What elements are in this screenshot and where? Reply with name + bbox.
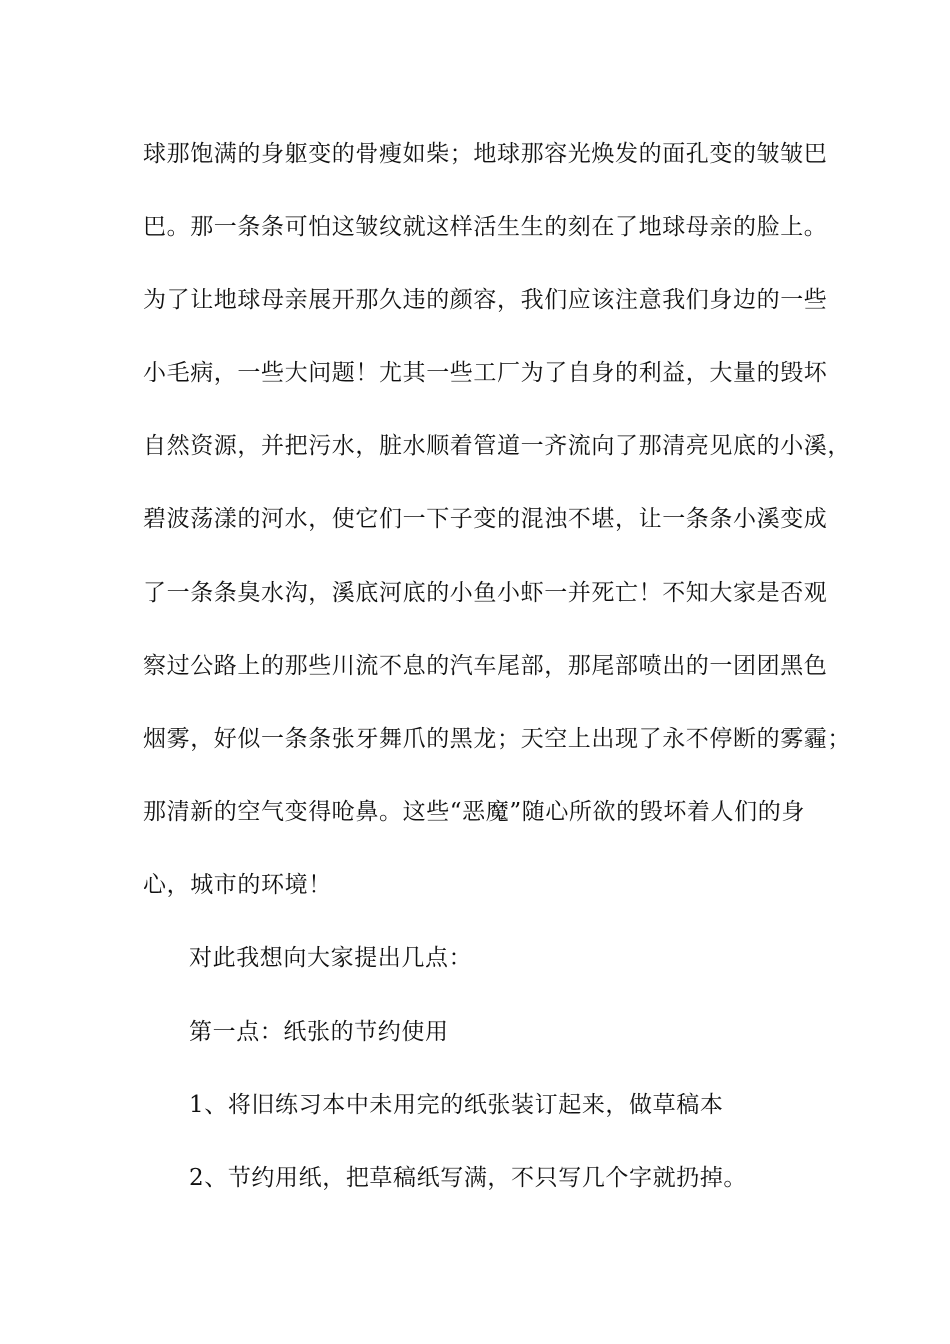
body-text-line: 小毛病，一些大问题！尤其一些工厂为了自身的利益，大量的毁坏 [143, 360, 828, 386]
body-text-line: 为了让地球母亲展开那久违的颜容，我们应该注意我们身边的一些 [143, 287, 828, 313]
body-text-line: 巴。那一条条可怕这皱纹就这样活生生的刻在了地球母亲的脸上。 [143, 214, 828, 240]
paragraph-line: 对此我想向大家提出几点： [189, 945, 473, 971]
section-heading-line: 第一点：纸张的节约使用 [189, 1019, 449, 1045]
body-text-line: 察过公路上的那些川流不息的汽车尾部，那尾部喷出的一团团黑色 [143, 653, 828, 679]
body-text-line: 心，城市的环境！ [143, 872, 332, 898]
body-text-line: 那清新的空气变得呛鼻。这些“恶魔”随心所欲的毁坏着人们的身 [143, 799, 805, 825]
list-item-line: 1、将旧练习本中未用完的纸张装订起来，做草稿本 [189, 1092, 724, 1118]
body-text-line: 烟雾，好似一条条张牙舞爪的黑龙；天空上出现了永不停断的雾霾； [143, 726, 851, 752]
body-text-line: 碧波荡漾的河水，使它们一下子变的混浊不堪，让一条条小溪变成 [143, 506, 828, 532]
body-text-line: 了一条条臭水沟，溪底河底的小鱼小虾一并死亡！不知大家是否观 [143, 580, 828, 606]
body-text-line: 自然资源，并把污水，脏水顺着管道一齐流向了那清亮见底的小溪， [143, 433, 851, 459]
body-text-line: 球那饱满的身躯变的骨瘦如柴；地球那容光焕发的面孔变的皱皱巴 [143, 141, 828, 167]
list-item-line: 2、节约用纸，把草稿纸写满，不只写几个字就扔掉。 [189, 1165, 748, 1191]
